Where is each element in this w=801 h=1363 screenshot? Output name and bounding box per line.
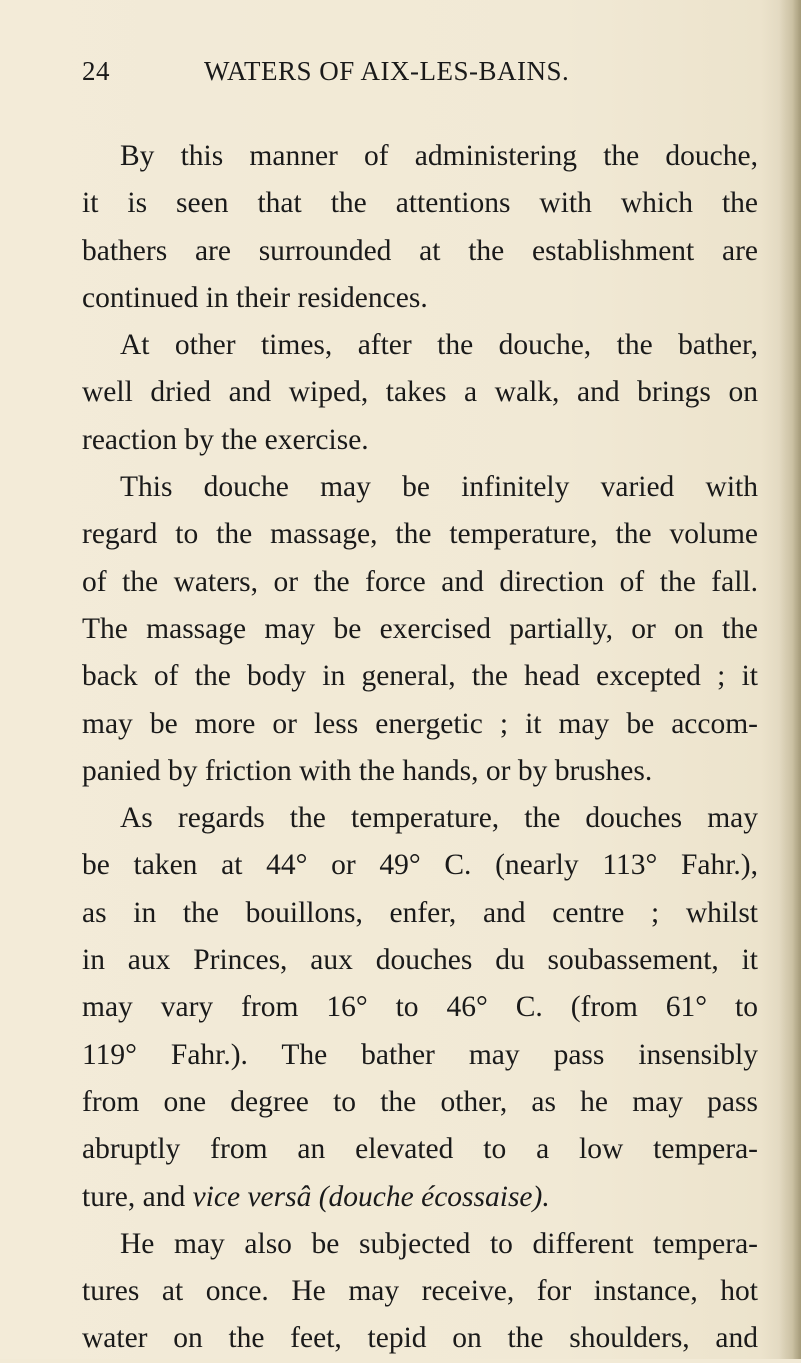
text-line: in aux Princes, aux douches du soubassement, it <box>82 944 758 977</box>
text-line: abruptly from an elevated to a low tempera- <box>82 1133 758 1166</box>
body-text <box>82 133 758 1363</box>
text-line: tures at once. He may receive, for instance, hot <box>82 1275 758 1308</box>
text-line: This douche may be infinitely varied with <box>120 471 758 504</box>
text-line: The massage may be exercised partially, or on the <box>82 612 758 645</box>
text-line: it is seen that the attentions with which the <box>82 187 758 220</box>
text-line: well dried and wiped, takes a walk, and brings on <box>82 376 758 409</box>
italic-phrase: vice versâ (douche écossaise). <box>192 1180 550 1213</box>
text-line: back of the body in general, the head excepted ; it <box>82 660 758 693</box>
page-edge-shadow <box>779 0 801 1359</box>
text-line: reaction by the exercise. <box>82 423 369 456</box>
text-line: as in the bouillons, enfer, and centre ; whilst <box>82 896 758 929</box>
text-line: water on the feet, tepid on the shoulders, and <box>82 1322 758 1355</box>
text-line: By this manner of administering the douche, <box>120 140 758 172</box>
text-line: bathers are surrounded at the establishment are <box>82 234 758 267</box>
text-line: may vary from 16° to 46° C. (from 61° to <box>82 991 758 1024</box>
text-line-start: ture, and <box>82 1180 186 1213</box>
text-line: As regards the temperature, the douches may <box>120 802 758 835</box>
text-line: At other times, after the douche, the bather, <box>120 329 758 362</box>
text-line: of the waters, or the force and direction of the fall. <box>82 565 758 598</box>
text-line: from one degree to the other, as he may pass <box>82 1085 758 1118</box>
page-number: 24 <box>82 56 110 86</box>
text-line: may be more or less energetic ; it may be accom- <box>82 707 758 740</box>
text-line: panied by friction with the hands, or by brushes. <box>82 754 653 787</box>
text-line: be taken at 44° or 49° C. (nearly 113° Fahr.), <box>82 849 758 882</box>
text-line: 119° Fahr.). The bather may pass insensibly <box>82 1038 758 1071</box>
text-line: regard to the massage, the temperature, the volume <box>82 518 758 551</box>
running-title: WATERS OF AIX-LES-BAINS. <box>204 56 570 86</box>
text-line: He may also be subjected to different tempera- <box>120 1227 758 1260</box>
page-header <box>82 56 761 96</box>
text-line <box>82 1174 758 1221</box>
text-line: continued in their residences. <box>82 281 428 314</box>
